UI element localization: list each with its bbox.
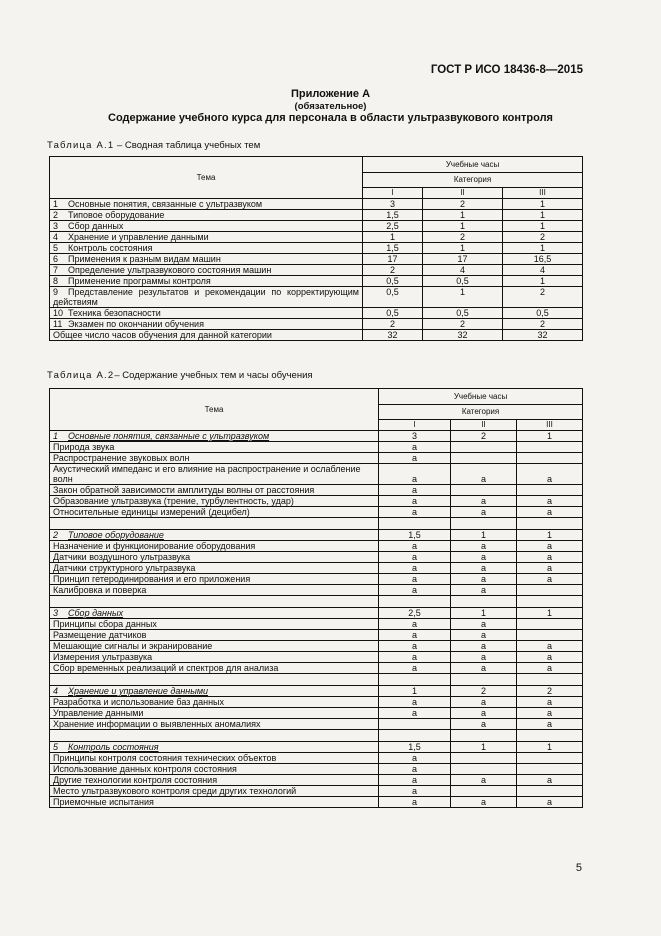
- item-topic: Акустический импеданс и его влияние на распространение и ослабление волн: [50, 464, 379, 485]
- hours-cell-cat-2: 2: [423, 319, 503, 330]
- item-mark-cat-3: [517, 630, 583, 641]
- topic-cell: [50, 265, 363, 276]
- section-title: [50, 431, 379, 442]
- section-hours-cat-1: 1: [379, 686, 451, 697]
- table-row: [50, 541, 583, 552]
- item-mark-cat-3: а: [517, 697, 583, 708]
- section-hours-cat-3: 2: [517, 686, 583, 697]
- item-mark-cat-2: а: [451, 552, 517, 563]
- hours-cell-cat-1: 2: [363, 265, 423, 276]
- item-mark-cat-2: а: [451, 464, 517, 485]
- table-row: [50, 287, 583, 308]
- item-topic: Измерения ультразвука: [50, 652, 379, 663]
- standard-number: ГОСТ Р ИСО 18436-8—2015: [430, 64, 583, 76]
- header-cat-3: III: [517, 420, 583, 431]
- item-mark-cat-3: а: [517, 641, 583, 652]
- item-mark-cat-3: а: [517, 663, 583, 674]
- hours-cell-cat-1: 1: [363, 232, 423, 243]
- item-mark-cat-3: [517, 753, 583, 764]
- hours-cell-cat-1: 0,5: [363, 287, 423, 308]
- spacer-cell: [451, 596, 517, 608]
- table-row: [50, 232, 583, 243]
- item-mark-cat-3: а: [517, 541, 583, 552]
- item-mark-cat-3: а: [517, 775, 583, 786]
- table-row: [50, 753, 583, 764]
- topic-text: Применение программы контроля: [68, 276, 211, 286]
- section-hours-cat-3: 1: [517, 608, 583, 619]
- spacer-cell: [451, 730, 517, 742]
- topic-number: 8: [53, 276, 59, 286]
- section-row: [50, 431, 583, 442]
- table-row: [50, 663, 583, 674]
- topic-text: Применения к разным видам машин: [68, 254, 221, 264]
- item-mark-cat-1: а: [379, 775, 451, 786]
- hours-cell-cat-1: 0,5: [363, 308, 423, 319]
- topic-number: 9: [53, 287, 59, 297]
- header-topic: Тема: [50, 389, 379, 431]
- table-row: [50, 221, 583, 232]
- spacer-row: [50, 596, 583, 608]
- table1-caption-label: Таблица А.1: [47, 140, 115, 151]
- item-mark-cat-1: а: [379, 541, 451, 552]
- table2-caption-text: – Содержание учебных тем и часы обучения: [114, 370, 313, 381]
- table-row: [50, 697, 583, 708]
- item-mark-cat-1: а: [379, 552, 451, 563]
- item-topic: Сбор временных реализаций и спектров для анализа: [50, 663, 379, 674]
- item-topic: Использование данных контроля состояния: [50, 764, 379, 775]
- table-row: [50, 265, 583, 276]
- item-mark-cat-2: [451, 442, 517, 453]
- item-mark-cat-3: [517, 485, 583, 496]
- item-topic: Калибровка и поверка: [50, 585, 379, 596]
- item-mark-cat-1: а: [379, 507, 451, 518]
- section-title: [50, 686, 379, 697]
- item-mark-cat-1: [379, 719, 451, 730]
- section-text: Сбор данных: [68, 608, 124, 618]
- hours-cell-cat-1: 2: [363, 319, 423, 330]
- header-category: Категория: [363, 173, 583, 188]
- item-mark-cat-3: а: [517, 507, 583, 518]
- item-mark-cat-3: а: [517, 719, 583, 730]
- section-title: [50, 742, 379, 753]
- spacer-cell: [517, 518, 583, 530]
- section-text: Хранение и управление данными: [68, 686, 209, 696]
- section-hours-cat-2: 2: [451, 431, 517, 442]
- item-topic: Принцип гетеродинирования и его приложения: [50, 574, 379, 585]
- table-row: [50, 797, 583, 808]
- item-mark-cat-1: а: [379, 619, 451, 630]
- table2-caption-label: Таблица А.2: [47, 370, 115, 381]
- item-mark-cat-1: а: [379, 786, 451, 797]
- spacer-row: [50, 674, 583, 686]
- item-mark-cat-2: а: [451, 630, 517, 641]
- item-mark-cat-1: а: [379, 641, 451, 652]
- hours-cell-cat-3: 2: [503, 319, 583, 330]
- table2-caption: [47, 370, 313, 381]
- topic-text: Определение ультразвукового состояния машин: [68, 265, 272, 275]
- item-topic: Датчики структурного ультразвука: [50, 563, 379, 574]
- item-mark-cat-1: а: [379, 496, 451, 507]
- section-number: 4: [53, 686, 59, 696]
- item-topic: Закон обратной зависимости амплитуды волны от расстояния: [50, 485, 379, 496]
- item-topic: Размещение датчиков: [50, 630, 379, 641]
- table-row: [50, 764, 583, 775]
- item-mark-cat-3: [517, 619, 583, 630]
- topic-cell: [50, 276, 363, 287]
- topic-text: Сбор данных: [68, 221, 124, 231]
- table-row: [50, 453, 583, 464]
- item-mark-cat-1: а: [379, 697, 451, 708]
- hours-cell-cat-2: 0,5: [423, 276, 503, 287]
- spacer-cell: [517, 730, 583, 742]
- table-row: [50, 276, 583, 287]
- total-row: [50, 330, 583, 341]
- hours-cell-cat-3: 4: [503, 265, 583, 276]
- section-hours-cat-2: 2: [451, 686, 517, 697]
- item-mark-cat-1: а: [379, 708, 451, 719]
- item-mark-cat-1: а: [379, 574, 451, 585]
- section-number: 5: [53, 742, 59, 752]
- item-topic: Датчики воздушного ультразвука: [50, 552, 379, 563]
- item-mark-cat-1: а: [379, 563, 451, 574]
- section-title: [50, 530, 379, 541]
- table-row: [50, 630, 583, 641]
- topic-text: Техника безопасности: [68, 308, 161, 318]
- item-mark-cat-3: [517, 786, 583, 797]
- hours-cell-cat-2: 2: [423, 232, 503, 243]
- header-cat-3: III: [503, 188, 583, 199]
- topic-text: Экзамен по окончании обучения: [68, 319, 204, 329]
- hours-cell-cat-1: 2,5: [363, 221, 423, 232]
- topic-cell: [50, 308, 363, 319]
- topic-number: 11: [53, 319, 63, 329]
- item-mark-cat-3: [517, 585, 583, 596]
- header-hours: Учебные часы: [379, 389, 583, 405]
- item-mark-cat-3: а: [517, 797, 583, 808]
- spacer-cell: [517, 674, 583, 686]
- topic-number: 2: [53, 210, 59, 220]
- topic-number: 1: [53, 199, 59, 209]
- hours-cell-cat-2: 1: [423, 287, 503, 308]
- section-number: 1: [53, 431, 59, 441]
- hours-cell-cat-3: 2: [503, 232, 583, 243]
- hours-cell-cat-2: 2: [423, 199, 503, 210]
- hours-cell-cat-2: 17: [423, 254, 503, 265]
- section-row: [50, 742, 583, 753]
- table1-caption: [47, 140, 260, 151]
- header-topic: Тема: [50, 157, 363, 199]
- item-mark-cat-1: а: [379, 453, 451, 464]
- table-row: [50, 708, 583, 719]
- hours-cell-cat-3: 0,5: [503, 308, 583, 319]
- section-hours-cat-1: 3: [379, 431, 451, 442]
- table-row: [50, 308, 583, 319]
- item-mark-cat-2: [451, 453, 517, 464]
- spacer-row: [50, 518, 583, 530]
- item-mark-cat-1: а: [379, 464, 451, 485]
- item-mark-cat-2: а: [451, 708, 517, 719]
- item-mark-cat-2: [451, 485, 517, 496]
- item-mark-cat-2: а: [451, 585, 517, 596]
- table-row: [50, 485, 583, 496]
- section-row: [50, 686, 583, 697]
- table-row: [50, 563, 583, 574]
- item-mark-cat-1: а: [379, 442, 451, 453]
- table-row: [50, 496, 583, 507]
- item-mark-cat-2: [451, 753, 517, 764]
- section-text: Основные понятия, связанные с ультразвуком: [68, 431, 270, 441]
- header-cat-2: II: [423, 188, 503, 199]
- item-mark-cat-2: [451, 786, 517, 797]
- spacer-cell: [451, 674, 517, 686]
- section-title: [50, 608, 379, 619]
- table-row: [50, 442, 583, 453]
- table-row: [50, 319, 583, 330]
- hours-cell-cat-3: 1: [503, 243, 583, 254]
- item-topic: Место ультразвукового контроля среди других технологий: [50, 786, 379, 797]
- item-mark-cat-2: а: [451, 697, 517, 708]
- item-mark-cat-2: а: [451, 663, 517, 674]
- section-number: 2: [53, 530, 59, 540]
- header-cat-1: I: [379, 420, 451, 431]
- item-mark-cat-3: а: [517, 496, 583, 507]
- item-mark-cat-2: а: [451, 719, 517, 730]
- hours-cell-cat-1: 1,5: [363, 243, 423, 254]
- item-mark-cat-1: а: [379, 652, 451, 663]
- section-hours-cat-3: 1: [517, 530, 583, 541]
- item-topic: Приемочные испытания: [50, 797, 379, 808]
- section-hours-cat-1: 1,5: [379, 530, 451, 541]
- section-hours-cat-2: 1: [451, 608, 517, 619]
- item-mark-cat-3: [517, 764, 583, 775]
- item-mark-cat-2: а: [451, 574, 517, 585]
- spacer-cell: [50, 674, 379, 686]
- item-topic: Относительные единицы измерений (децибел): [50, 507, 379, 518]
- item-mark-cat-3: а: [517, 552, 583, 563]
- total-cat-2: 32: [423, 330, 503, 341]
- header-hours: Учебные часы: [363, 157, 583, 173]
- spacer-row: [50, 730, 583, 742]
- section-hours-cat-3: 1: [517, 742, 583, 753]
- item-mark-cat-1: а: [379, 663, 451, 674]
- total-label: Общее число часов обучения для данной категории: [50, 330, 363, 341]
- topic-cell: [50, 210, 363, 221]
- item-mark-cat-3: а: [517, 574, 583, 585]
- section-hours-cat-2: 1: [451, 742, 517, 753]
- topic-cell: [50, 287, 363, 308]
- total-cat-3: 32: [503, 330, 583, 341]
- item-mark-cat-3: а: [517, 652, 583, 663]
- item-topic: Принципы сбора данных: [50, 619, 379, 630]
- hours-cell-cat-3: 1: [503, 210, 583, 221]
- header-cat-2: II: [451, 420, 517, 431]
- spacer-cell: [379, 674, 451, 686]
- topic-cell: [50, 254, 363, 265]
- hours-cell-cat-3: 1: [503, 276, 583, 287]
- table1-caption-text: – Сводная таблица учебных тем: [114, 140, 261, 151]
- item-mark-cat-2: а: [451, 619, 517, 630]
- table-row: [50, 775, 583, 786]
- topic-text: Контроль состояния: [68, 243, 153, 253]
- item-mark-cat-1: а: [379, 797, 451, 808]
- section-number: 3: [53, 608, 59, 618]
- header-cat-1: I: [363, 188, 423, 199]
- item-mark-cat-1: а: [379, 485, 451, 496]
- item-mark-cat-2: а: [451, 496, 517, 507]
- section-text: Типовое оборудование: [68, 530, 164, 540]
- total-cat-1: 32: [363, 330, 423, 341]
- item-mark-cat-1: а: [379, 753, 451, 764]
- table-row: [50, 585, 583, 596]
- topic-text: Хранение и управление данными: [68, 232, 209, 242]
- topic-number: 3: [53, 221, 59, 231]
- item-topic: Принципы контроля состояния технических объектов: [50, 753, 379, 764]
- hours-cell-cat-2: 1: [423, 210, 503, 221]
- hours-cell-cat-3: 1: [503, 221, 583, 232]
- table-row: [50, 641, 583, 652]
- item-mark-cat-2: а: [451, 652, 517, 663]
- item-topic: Мешающие сигналы и экранирование: [50, 641, 379, 652]
- item-mark-cat-3: а: [517, 708, 583, 719]
- item-topic: Хранение информации о выявленных аномалиях: [50, 719, 379, 730]
- item-mark-cat-1: а: [379, 764, 451, 775]
- item-topic: Природа звука: [50, 442, 379, 453]
- spacer-cell: [451, 518, 517, 530]
- item-mark-cat-2: а: [451, 797, 517, 808]
- table-row: [50, 719, 583, 730]
- item-mark-cat-3: [517, 442, 583, 453]
- spacer-cell: [50, 730, 379, 742]
- topic-cell: [50, 319, 363, 330]
- hours-cell-cat-3: 16,5: [503, 254, 583, 265]
- hours-cell-cat-2: 0,5: [423, 308, 503, 319]
- table-row: [50, 652, 583, 663]
- topic-number: 4: [53, 232, 59, 242]
- table-row: [50, 254, 583, 265]
- hours-cell-cat-2: 4: [423, 265, 503, 276]
- item-topic: Назначение и функционирование оборудования: [50, 541, 379, 552]
- table-row: [50, 210, 583, 221]
- table-row: [50, 552, 583, 563]
- topic-number: 6: [53, 254, 59, 264]
- topic-text: Типовое оборудование: [68, 210, 165, 220]
- item-mark-cat-2: а: [451, 775, 517, 786]
- spacer-cell: [50, 518, 379, 530]
- table-row: [50, 786, 583, 797]
- section-row: [50, 608, 583, 619]
- item-mark-cat-2: [451, 764, 517, 775]
- section-hours-cat-1: 1,5: [379, 742, 451, 753]
- hours-cell-cat-1: 1,5: [363, 210, 423, 221]
- section-hours-cat-2: 1: [451, 530, 517, 541]
- item-topic: Управление данными: [50, 708, 379, 719]
- spacer-cell: [50, 596, 379, 608]
- page-number: 5: [575, 862, 582, 874]
- table-row: [50, 574, 583, 585]
- item-mark-cat-3: а: [517, 464, 583, 485]
- topic-text: Основные понятия, связанные с ультразвуком: [68, 199, 263, 209]
- topic-cell: [50, 221, 363, 232]
- section-row: [50, 530, 583, 541]
- spacer-cell: [517, 596, 583, 608]
- item-mark-cat-2: а: [451, 541, 517, 552]
- item-topic: Образование ультразвука (трение, турбулентность, удар): [50, 496, 379, 507]
- appendix-title: Приложение А: [290, 88, 371, 100]
- item-mark-cat-2: а: [451, 563, 517, 574]
- item-topic: Распространение звуковых волн: [50, 453, 379, 464]
- appendix-status: (обязательное): [294, 101, 367, 112]
- topic-text: Представление результатов и рекомендации по корректирующим действиям: [53, 287, 359, 307]
- topic-cell: [50, 243, 363, 254]
- hours-cell-cat-1: 17: [363, 254, 423, 265]
- table-row: [50, 507, 583, 518]
- hours-cell-cat-1: 3: [363, 199, 423, 210]
- hours-cell-cat-2: 1: [423, 221, 503, 232]
- item-topic: Другие технологии контроля состояния: [50, 775, 379, 786]
- section-hours-cat-1: 2,5: [379, 608, 451, 619]
- hours-cell-cat-3: 2: [503, 287, 583, 308]
- item-mark-cat-2: а: [451, 641, 517, 652]
- topic-number: 10: [53, 308, 64, 318]
- appendix-subtitle: Содержание учебного курса для персонала в области ультразвукового контроля: [108, 112, 553, 124]
- table-row: [50, 199, 583, 210]
- hours-cell-cat-3: 1: [503, 199, 583, 210]
- section-hours-cat-3: 1: [517, 431, 583, 442]
- table-row: [50, 619, 583, 630]
- table-row: [50, 243, 583, 254]
- spacer-cell: [379, 596, 451, 608]
- table-row: [50, 464, 583, 485]
- topic-cell: [50, 232, 363, 243]
- hours-cell-cat-2: 1: [423, 243, 503, 254]
- item-mark-cat-3: [517, 453, 583, 464]
- spacer-cell: [379, 518, 451, 530]
- topic-number: 7: [53, 265, 59, 275]
- item-topic: Разработка и использование баз данных: [50, 697, 379, 708]
- item-mark-cat-1: а: [379, 630, 451, 641]
- item-mark-cat-2: а: [451, 507, 517, 518]
- topic-cell: [50, 199, 363, 210]
- topics-table: [49, 388, 583, 808]
- item-mark-cat-1: а: [379, 585, 451, 596]
- section-text: Контроль состояния: [68, 742, 159, 752]
- summary-table: [49, 156, 583, 341]
- item-mark-cat-3: а: [517, 563, 583, 574]
- hours-cell-cat-1: 0,5: [363, 276, 423, 287]
- header-category: Категория: [379, 405, 583, 420]
- spacer-cell: [379, 730, 451, 742]
- topic-number: 5: [53, 243, 59, 253]
